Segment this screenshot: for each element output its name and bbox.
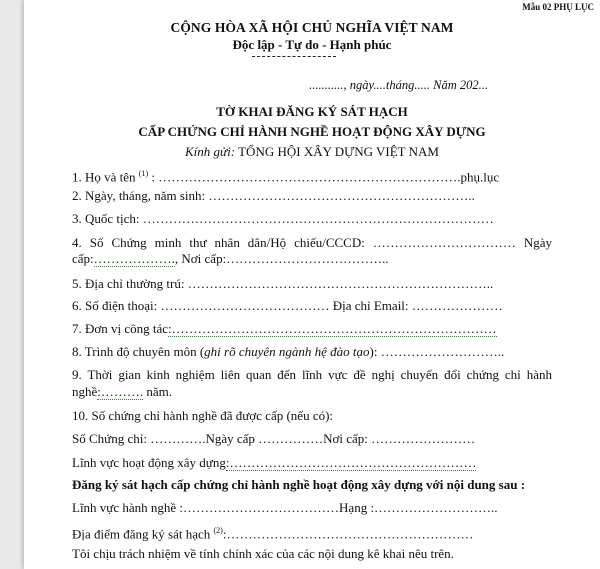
motto-heading: Độc lập - Tự do - Hạnh phúc <box>232 37 392 52</box>
declaration-statement: Tôi chịu trách nhiệm về tính chính xác của các nội dung kê khai nêu trên. <box>72 546 454 561</box>
field-qualification <box>72 344 552 360</box>
field-full-name-dots: : …………………………………………………………….phụ.lục <box>151 169 500 185</box>
footnote-1-marker: (1) <box>138 169 149 178</box>
field-experience: 9. Thời gian kinh nghiệm liên quan đến lĩnh vực đề nghị chuyển đổi chứng chỉ hành <box>72 367 552 382</box>
field-id-number: 4. Số Chứng minh thư nhân dân/Hộ chiếu/CCCD: …………………………… Ngày <box>72 235 552 250</box>
field-qualification-prefix: 8. Trình độ chuyên môn ( <box>72 344 205 359</box>
field-workplace-dots: :………………………………………………………………… <box>168 321 497 336</box>
field-nationality: 3. Quốc tịch: ……………………………………………………………………… <box>72 211 494 226</box>
field-birth-date: 2. Ngày, tháng, năm sinh: …………………………………………………….. <box>72 188 475 203</box>
field-full-name <box>72 166 552 185</box>
field-activity-area <box>72 455 552 471</box>
document-page <box>24 0 600 569</box>
field-exam-location-label: Địa điểm đăng ký sát hạch <box>72 526 211 542</box>
recipient-name: TỔNG HỘI XÂY DỰNG VIỆT NAM <box>238 144 439 159</box>
recipient-line <box>24 144 600 160</box>
form-title: TỜ KHAI ĐĂNG KÝ SÁT HẠCH <box>216 104 408 119</box>
footnote-2-marker: (2) <box>213 526 223 535</box>
field-workplace-label: 7. Đơn vị công tác <box>72 321 169 336</box>
field-practice-area-label: Lĩnh vực hành nghề <box>72 500 177 515</box>
form-code-label: Mẫu 02 PHỤ LỤC <box>522 2 594 12</box>
field-exam-location <box>72 523 552 542</box>
recipient-prefix: Kính gửi: <box>185 144 236 159</box>
field-exam-location-dots: :………………………………………………… <box>222 526 474 542</box>
field-id-issue-place: , Nơi cấp:……………………………….. <box>174 251 389 266</box>
field-id-issue-date-dots: ………………. <box>93 251 175 266</box>
date-line: ..........., ngày....tháng..... Năm 202... <box>309 78 488 92</box>
field-qualification-suffix: ): ……………………….. <box>369 344 505 359</box>
field-workplace <box>72 321 552 337</box>
field-full-name-label: 1. Họ và tên <box>72 169 136 185</box>
motto-divider <box>252 56 336 57</box>
form-subtitle: CẤP CHỨNG CHỈ HÀNH NGHỀ HOẠT ĐỘNG XÂY DỰNG <box>138 124 486 139</box>
field-existing-certificate: 10. Số chứng chỉ hành nghề đã được cấp (nếu có): <box>72 408 334 423</box>
field-practice-area-dots: :………………………………Hạng :……………………….. <box>176 500 498 515</box>
field-experience-years <box>72 384 552 400</box>
field-id-issue-date-label: cấp: <box>72 251 94 266</box>
field-experience-prefix: nghề <box>72 384 98 399</box>
field-practice-area <box>72 500 552 516</box>
nation-heading: CỘNG HÒA XÃ HỘI CHỦ NGHĨA VIỆT NAM <box>170 20 454 35</box>
field-activity-area-dots: :………………………………………………… <box>225 455 477 470</box>
field-activity-area-label: Lĩnh vực hoạt động xây dựng <box>72 455 226 470</box>
field-experience-suffix: năm. <box>143 384 173 399</box>
field-experience-dots: :………. <box>97 384 144 399</box>
registration-heading: Đăng ký sát hạch cấp chứng chỉ hành nghề hoạt động xây dựng với nội dung sau : <box>72 477 526 492</box>
field-qualification-hint: ghi rõ chuyên ngành hệ đào tạo <box>204 344 370 359</box>
field-id-issue <box>72 251 552 267</box>
field-certificate-details: Số Chứng chỉ: ………….Ngày cấp ……………Nơi cấp: …………………… <box>72 431 476 446</box>
field-phone-email: 6. Số điện thoại: ………………………………… Địa chỉ Email: ………………… <box>72 298 503 313</box>
field-permanent-address: 5. Địa chỉ thường trú: …………………………………………………………….. <box>72 276 494 291</box>
